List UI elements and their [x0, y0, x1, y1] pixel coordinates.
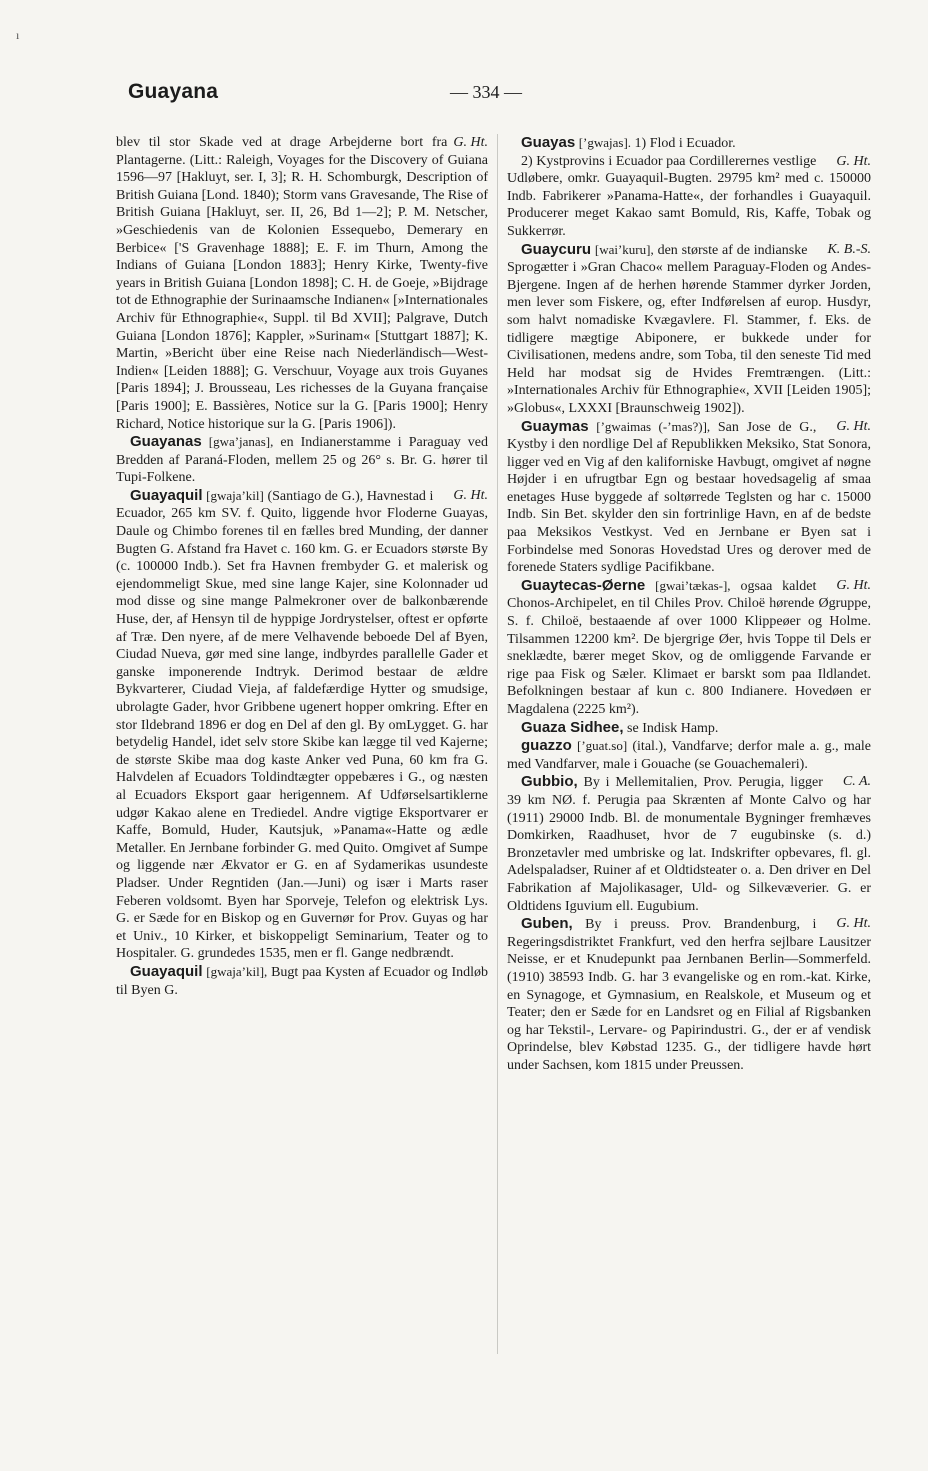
dictionary-entry: [507, 915, 871, 1074]
scan-mark: ı: [16, 28, 20, 42]
entry-pronunciation: [gwajaʼkil],: [206, 963, 268, 979]
entry-headword: Guayanas: [130, 433, 202, 451]
page-title: Guayana: [128, 80, 219, 103]
author-signature: G. Ht.: [836, 916, 871, 932]
dictionary-entry: [507, 241, 871, 418]
right-column: [507, 134, 871, 1074]
dictionary-entry: [507, 773, 871, 915]
entry-headword: Guaza Sidhee,: [521, 718, 624, 736]
entry-text: 1) Flod i Ecuador.: [634, 136, 736, 151]
entry-headword: Guaycuru: [521, 240, 592, 258]
dictionary-entry: [507, 577, 871, 719]
entry-text: (ital.), Vandfarve; derfor male a. g., male med Vandfarver, male i Gouache (se Gouachemaleri).: [507, 739, 872, 772]
entry-headword: Guben,: [521, 915, 573, 933]
entry-headword: Guaymas: [521, 417, 589, 435]
entry-text: 2) Kystprovins i Ecuador paa Cordillerernes vestlige Udløbere, omkr. Guayaquil-Bugten. 29795 km² med c. 150000 Indb. Fabrikerer »Panama-Hatte«, der forhandles i Guayaquil. Producerer meget Kakao samt Bomuld, Ris, Kaffe, Tobak og Sukkerrør.: [507, 153, 871, 239]
dictionary-entry: [507, 719, 871, 738]
entry-pronunciation: [gwaʼjanas],: [208, 434, 274, 450]
dictionary-entry: [507, 737, 871, 773]
dictionary-entry: [116, 134, 488, 433]
dictionary-entry: [507, 418, 871, 577]
dictionary-entry: [507, 153, 871, 241]
author-signature: G. Ht.: [453, 135, 488, 150]
entry-pronunciation: [gwajaʼkil]: [206, 487, 264, 503]
author-signature: G. Ht.: [836, 577, 871, 593]
author-signature: C. A.: [842, 774, 871, 790]
dictionary-entry: [116, 963, 488, 999]
entry-pronunciation: [ʼgwaimas (-ʼmas?)],: [596, 418, 711, 434]
author-signature: G. Ht.: [453, 487, 488, 503]
left-column: [116, 134, 488, 999]
entry-text: en Indianerstamme i Paraguay ved Bredden af Paraná-Floden, mellem 25 og 26° s. Br. G. hører til Tupi-Folkene.: [116, 435, 489, 486]
entry-text: Bugt paa Kysten af Ecuador og Indløb til Byen G.: [116, 964, 489, 998]
entry-pronunciation: [waiʼkuru],: [594, 241, 654, 257]
author-signature: G. Ht.: [836, 418, 871, 434]
entry-text: (Santiago de G.), Havnestad i Ecuador, 265 km SV. f. Quito, liggende hvor Floderne Guayas, Daule og Chimbo forenes til en fælles bred Munding, der danner Bugten G. Afstand fra Havet c. 160 km. G. er Ecuadors største By (c. 100000 Indb.). Set fra Havnen frembyder G. et malerisk og ejendommeligt Skue, med sine lange Kajer, sine Kolonnader ud mod disse og sine mange Palmekroner over de balkonbærende Huse, der, af Hensyn til de hyppige Jordrystelser, oftest er opførte af Træ. Den nyere, af de mere Velhavende beboede Del af Byen, Ciudad Nueva, gør med sine lange, indbyrdes parallelle Gader et ganske imponerende Indtryk. Derimod bestaar de ældre Bykvarterer, Ciudad Vieja, af faldefærdige Hytter og smudsige, ubrolagte Gader, hvor Gribbene ugenert hopper omkring. Efter en stor Ildebrand 1896 er dog en Del af den gl. By omLygget. G. har betydelig Handel, idet selv store Skibe kan lægge til ved Kajerne; de største Skibe maa dog kaste Anker ved Puna, 60 km fra G. Halvdelen af Ecuadors Toldindtægter oppebæres i G., og næsten al Ecuadors Eksport gaar herigennem. Af Udførselsartiklerne udgør Kakao alene en Trediedel. Andre vigtige Eksportvarer er Kaffe, Bomuld, Huder, Kautsjuk, »Panama«-Hatte og ædle Metaller. En Jernbane forbinder G. med Quito. Omgivet af Sumpe og liggende nær Ækvator er G. en af Sydamerikas usundeste Pladser. Under Regntiden (Jan.—Juni) og især i Marts raser Feberen voldsomt. Byen har Sporveje, Telefon og elektrisk Lys. G. er Sæde for en Biskop og en Guvernør for Prov. Guyas og har et Univ., 10 Kirker, et biskoppeligt Seminarium, Teater og to Hospitaler. G. grundedes 1535, men er fl. Gange nedbrændt.: [116, 488, 488, 962]
dictionary-entry: [507, 134, 871, 153]
entry-headword: Guayaquil: [130, 486, 203, 504]
entry-text: By i preuss. Prov. Brandenburg, i Regeringsdistriktet Frankfurt, ved den herfra sejlbare Lausitzer Neisse, er et Knudepunkt paa Jernbanen Berlin—Sommerfeld. (1910) 38593 Indb. G. har 3 evangeliske og en rom.-kat. Kirke, en Synagoge, et Gymnasium, en Realskole, et Museum og et Teater; den er Sæde for en Landsret og en Filial af Rigsbanken og har Tekstil-, Lervare- og Papirindustri. G., der er af vendisk Oprindelse, blev Købstad 1235. G., der tidligere havde hørt under Sachsen, kom 1815 under Preussen.: [507, 917, 871, 1073]
dictionary-entry: [116, 433, 488, 487]
entry-text: San Jose de G., Kystby i den nordlige Del af Republikken Meksiko, Stat Sonora, ligger ved en Vig af den kaliforniske Havbugt, omgivet af nøgne Højder i en ufrugtbar Egn og bestaar hovedsagelig af smaa enetages Huse byggede af soltørrede Teglsten og har c. 15000 Indb. Sin Bet. skylder den sin fortrinlige Havn, en af de bedste paa Meksikos Vestkyst. Ved en Jernbane er Byen sat i Forbindelse med Sonoras Hovedstad Ures og derover med de forenede Staters sydlige Pacifikbane.: [507, 419, 871, 576]
author-signature: G. Ht.: [836, 153, 871, 169]
entry-text: ogsaa kaldet Chonos-Archipelet, en til Chiles Prov. Chiloë hørende Øgruppe, S. f. Chiloë, bestaaende af over 1000 Klippeøer og Holme. Tilsammen 12200 km². De bjergrige Øer, hvis Toppe til Dels er sneklædte, bærer meget Skov, og de omliggende Farvande er rige paa Fisk og Sæler. Klimaet er barskt som paa Ildlandet. Befolkningen bestaar af kun c. 800 Indianere. Hovedøen er Magdalena (2225 km²).: [507, 578, 871, 717]
entry-pronunciation: [gwaiʼtækas-],: [655, 577, 731, 593]
entry-text: se Indisk Hamp.: [627, 720, 719, 736]
entry-pronunciation: [ʼgwajas].: [578, 135, 632, 150]
entry-headword: Guayas: [521, 134, 576, 151]
entry-text: den største af de indianske Sprogætter i »Gran Chaco« mellem Paraguay-Floden og Andes-Bjergene. Ingen af de herhen hørende Stammer dyrker Jorden, men lever som Fiskere, og, efter Indførelsen af europ. Husdyr, som halvt nomadiske Kvægavlere. Fl. Stammer, f. Eks. de tidligere mægtige Abiponere, er bukkede under for Civilisationen, medens andre, som Toba, til den seneste Tid med Held har modsat sig de Hvides Fremtrængen. (Litt.: »Internationales Archiv für Ethnographie«, XVII [Leiden 1905]; »Globus«, LXXXI [Braunschweig 1902]).: [507, 242, 871, 416]
column-divider: [497, 134, 498, 1354]
author-signature: K. B.-S.: [827, 241, 871, 257]
entry-headword: guazzo: [521, 737, 572, 755]
page-header: [128, 80, 868, 110]
entry-headword: Gubbio,: [521, 773, 578, 791]
entry-text: By i Mellemitalien, Prov. Perugia, ligger 39 km NØ. f. Perugia paa Skrænten af Monte Calvo og har (1911) 29000 Indb. Bl. de monumentale Bygninger fremhæves Domkirken, Raadhuset, hvor de 7 eugubinske (s. d.) Bronzetavler med umbriske og lat. Indskrifter opbevares, fl. gl. Adelspaladser, Ruiner af et Oldtidsteater o. a. Den driver en Del Fabrikation af Majolikasager, Uld- og Silkevæverier. G. er Oldtidens Iguvium ell. Eugubium.: [507, 775, 871, 914]
entry-pronunciation: [ʼguat.so]: [577, 738, 628, 754]
dictionary-entry: [116, 487, 488, 963]
entry-headword: Guayaquil: [130, 962, 203, 980]
entry-text: blev til stor Skade ved at drage Arbejderne bort fra Plantagerne. (Litt.: Raleigh, Voyages for the Discovery of Guiana 1596—97 [Hakluyt, ser. I, 3]; R. H. Schomburgk, Description of British Guiana [Lond. 1840); Storm vans Gravesande, The Rise of British Guiana [Hakluyt, ser. II, 26, Bd 1—2]; P. M. Netscher, »Geschiedenis van de Kolonien Essequebo, Demerary en Berbice« ['S Gravenhage 1888]; E. F. im Thurn, Among the Indians of Guiana [London 1883]; Henry Kirke, Twenty-five years in British Guiana [London 1898]; C. H. de Goeje, »Bijdrage tot de Ethnographie der Surinaamsche Indianen« [»Internationales Archiv für Ethnographie«, Suppl. til Bd XVII]; Palgrave, Dutch Guiana [London 1876]; Kappler, »Surinam« [Stuttgart 1887]; K. Martin, »Bericht über eine Reise nach Niederländisch—West-Indien« [Leiden 1888]; G. Verschuur, Voyage aux trois Guyanes [Paris 1894]; J. Brousseau, Les richesses de la Guyana française [Paris 1900]; E. Bassières, Notice sur la G. [Paris 1900]; Henry Richard, Notice historique sur la G. [Paris 1906]).: [116, 135, 488, 432]
entry-headword: Guaytecas-Øerne: [521, 576, 646, 594]
page-number: — 334 —: [450, 82, 522, 102]
